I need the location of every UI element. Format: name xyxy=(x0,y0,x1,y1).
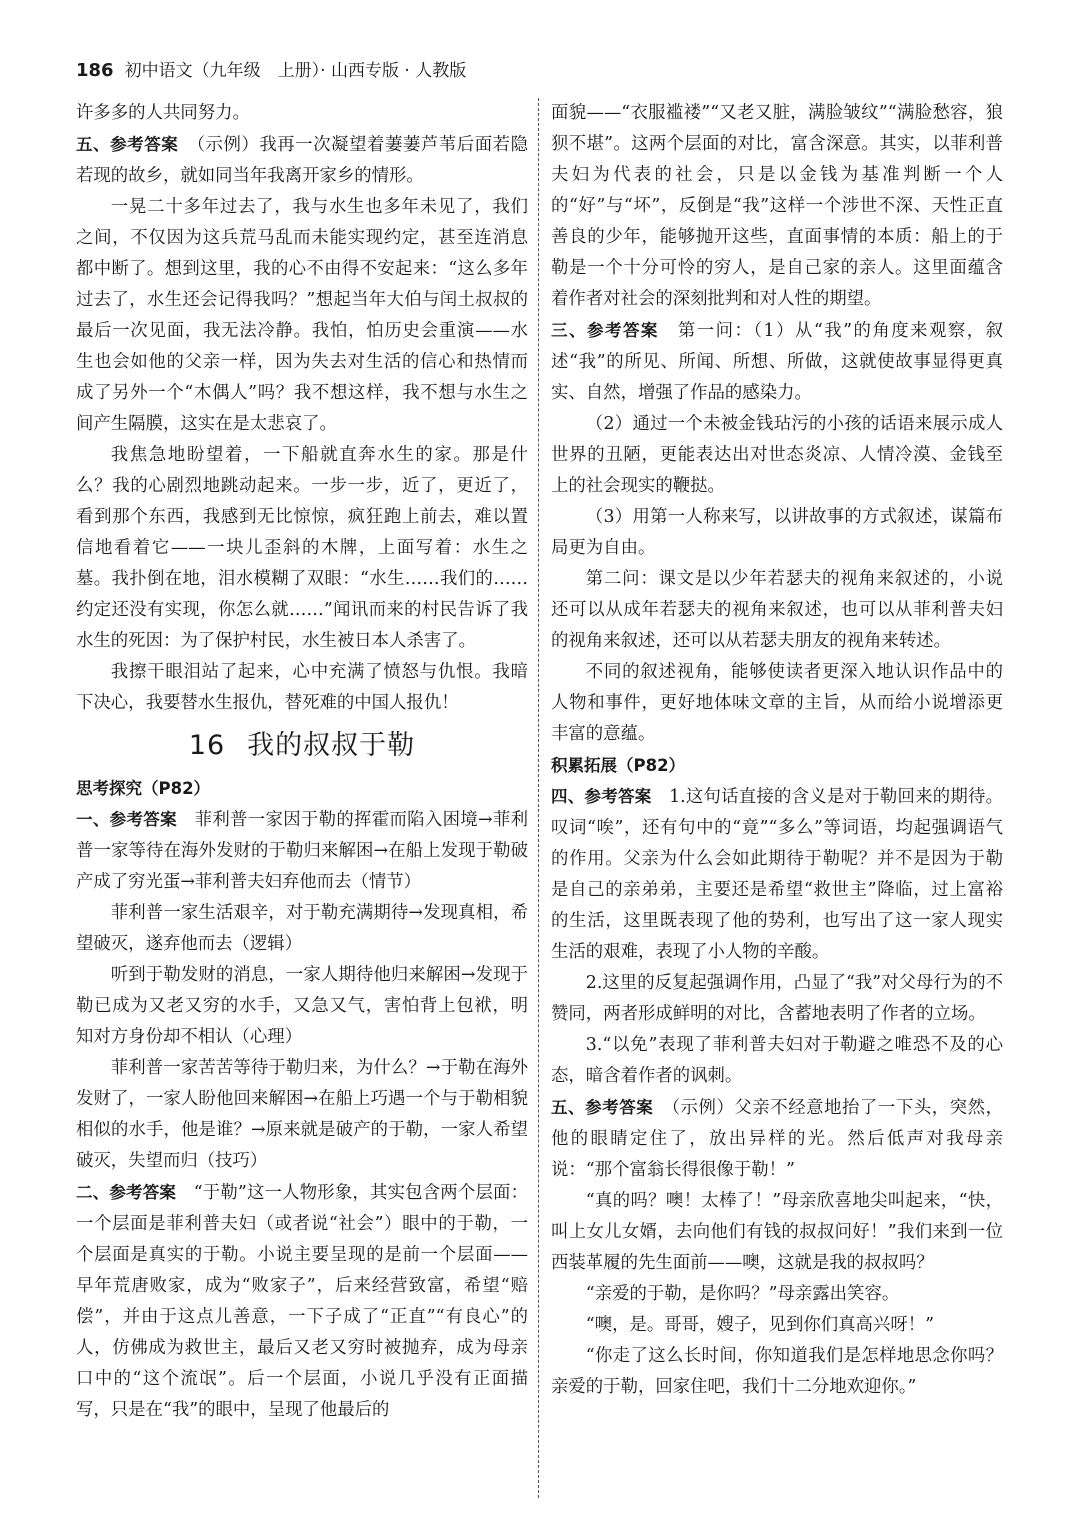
right-column xyxy=(551,98,1003,1403)
answer-label: 五、参考答案 xyxy=(551,1098,654,1117)
left-column xyxy=(76,98,528,1426)
paragraph: 第二问：课文是以少年若瑟夫的视角来叙述的，小说还可以从成年若瑟夫的视角来叙述，也可以从菲利普夫妇的视角来叙述，还可以从若瑟夫朋友的视角来转述。 xyxy=(551,569,1003,651)
paragraph: 面貌——“衣服褴褛”“又老又脏，满脸皱纹”“满脸愁容，狼狈不堪”。这两个层面的对比，富含深意。其实，以菲利普夫妇为代表的社会，只是以金钱为基准判断一个人的“好”与“坏”，反倒是“我”这样一个涉世不深、天性正直善良的少年，能够抛开这些，直面事情的本质：船上的于勒是一个十分可怜的穷人，是自己家的亲人。这里面蕴含着作者对社会的深刻批判和对人性的期望。 xyxy=(551,103,1003,309)
page-header xyxy=(76,56,1006,88)
paragraph: 菲利普一家生活艰辛，对于勒充满期待→发现真相，希望破灭，遂弃他而去（逻辑） xyxy=(76,903,528,954)
paragraph: 我擦干眼泪站了起来，心中充满了愤怒与仇恨。我暗下决心，我要替水生报仇，替死难的中国人报仇！ xyxy=(76,662,528,713)
page-number: 186 xyxy=(76,60,114,81)
paragraph: 不同的叙述视角，能够使读者更深入地认识作品中的人物和事件，更好地体味文章的主旨，从而给小说增添更丰富的意蕴。 xyxy=(551,662,1003,744)
subsection-heading: 积累拓展（P82） xyxy=(551,756,686,775)
answer-label: 五、参考答案 xyxy=(76,135,179,154)
answer-text: （示例）我再一次凝望着萋萋芦苇后面若隐若现的故乡，就如同当年我离开家乡的情形。 xyxy=(76,135,528,186)
paragraph: 3.“以免”表现了菲利普夫妇对于勒避之唯恐不及的心态，暗含着作者的讽刺。 xyxy=(551,1035,1003,1086)
answer-block xyxy=(551,315,1003,409)
paragraph: “亲爱的于勒，是你吗？”母亲露出笑容。 xyxy=(585,1284,900,1304)
paragraph: “真的吗？噢！太棒了！”母亲欣喜地尖叫起来，“快，叫上女儿女婿，去向他们有钱的叔叔问好！”我们来到一位西装革履的先生面前——噢，这就是我的叔叔吗？ xyxy=(551,1191,1003,1273)
answer-block xyxy=(76,129,528,192)
answer-block xyxy=(76,1177,528,1426)
lesson-title: 我的叔叔于勒 xyxy=(247,730,416,761)
answer-text: 1.这句话直接的含义是对于勒回来的期待。叹词“唉”，还有句中的“竟”“多么”等词语，均起强调语气的作用。父亲为什么会如此期待于勒呢？并不是因为于勒是自己的亲弟弟，主要还是希望“救世主”降临，过上富裕的生活，这里既表现了他的势利，也写出了这一家人现实生活的艰难，表现了小人物的辛酸。 xyxy=(551,787,1003,962)
paragraph: “噢，是。哥哥，嫂子，见到你们真高兴呀！” xyxy=(585,1315,935,1335)
subsection-heading: 思考探究（P82） xyxy=(76,779,211,798)
answer-text: 第一问：（1）从“我”的角度来观察，叙述“我”的所见、所闻、所想、所做，这就使故事显得更真实、自然，增强了作品的感染力。 xyxy=(551,321,1004,403)
answer-block xyxy=(551,1092,1003,1186)
paragraph: （3）用第一人称来写，以讲故事的方式叙述，谋篇布局更为自由。 xyxy=(551,507,1003,558)
paragraph: 2.这里的反复起强调作用，凸显了“我”对父母行为的不赞同，两者形成鲜明的对比，含蓄地表明了作者的立场。 xyxy=(551,973,1003,1024)
paragraph: 我焦急地盼望着，一下船就直奔水生的家。那是什么？我的心剧烈地跳动起来。一步一步，近了，更近了，看到那个东西，我感到无比惊惊，疯狂跑上前去，难以置信地看着它——一块儿歪斜的木牌，上面写着：水生之墓。我扑倒在地，泪水模糊了双眼：“水生……我们的……约定还没有实现，你怎么就……”闻讯而来的村民告诉了我水生的死因：为了保护村民，水生被日本人杀害了。 xyxy=(76,445,528,651)
lesson-number: 16 xyxy=(188,730,226,761)
answer-block xyxy=(76,804,528,898)
paragraph: 许多多的人共同努力。 xyxy=(76,103,250,123)
answer-label: 一、参考答案 xyxy=(76,810,177,829)
answer-label: 二、参考答案 xyxy=(76,1183,177,1202)
paragraph: 菲利普一家苦苦等待于勒归来，为什么？→于勒在海外发财了，一家人盼他回来解困→在船上巧遇一个与于勒相貌相似的水手，他是谁？→原来就是破产的于勒，一家人希望破灭，失望而归（技巧） xyxy=(76,1058,528,1171)
answer-block xyxy=(551,781,1003,968)
answer-label: 三、参考答案 xyxy=(551,321,659,340)
answer-label: 四、参考答案 xyxy=(551,787,652,806)
running-title: 初中语文（九年级 上册）· 山西专版 · 人教版 xyxy=(124,61,467,81)
answer-text: “于勒”这一人物形象，其实包含两个层面：一个层面是菲利普夫妇（或者说“社会”）眼中的于勒，一个层面是真实的于勒。小说主要呈现的是前一个层面——早年荒唐败家，成为“败家子”，后来经营致富，希望“赔偿”，并由于这点儿善意，一下子成了“正直”“有良心”的人，仿佛成为救世主，最后又老又穷时被抛弃，成为母亲口中的“这个流氓”。后一个层面，小说几乎没有正面描写，只是在“我”的眼中，呈现了他最后的 xyxy=(76,1183,528,1420)
column-divider xyxy=(538,98,539,1498)
paragraph: 听到于勒发财的消息，一家人期待他归来解困→发现于勒已成为又老又穷的水手，又急又气，害怕背上包袱，明知对方身份却不相认（心理） xyxy=(76,965,528,1047)
paragraph: （2）通过一个未被金钱玷污的小孩的话语来展示成人世界的丑陋，更能表达出对世态炎凉、人情冷漠、金钱至上的社会现实的鞭挞。 xyxy=(551,414,1003,496)
paragraph: 一晃二十多年过去了，我与水生也多年未见了，我们之间，不仅因为这兵荒马乱而未能实现约定，甚至连消息都中断了。想到这里，我的心不由得不安起来：“这么多年过去了，水生还会记得我吗？”想起当年大伯与闰土叔叔的最后一次见面，我无法冷静。我怕，怕历史会重演——水生也会如他的父亲一样，因为失去对生活的信心和热情而成了另外一个“木偶人”吗？我不想这样，我不想与水生之间产生隔膜，这实在是太悲哀了。 xyxy=(76,197,528,434)
paragraph: “你走了这么长时间，你知道我们是怎样地思念你吗？亲爱的于勒，回家住吧，我们十二分地欢迎你。” xyxy=(551,1346,1003,1397)
lesson-heading xyxy=(76,729,528,763)
answer-text: 菲利普一家因于勒的挥霍而陷入困境→菲利普一家等待在海外发财的于勒归来解困→在船上发现于勒破产成了穷光蛋→菲利普夫妇弃他而去（情节） xyxy=(76,810,528,892)
answer-text: （示例）父亲不经意地抬了一下头，突然，他的眼睛定住了，放出异样的光。然后低声对我母亲说：“那个富翁长得很像于勒！” xyxy=(551,1098,1003,1180)
